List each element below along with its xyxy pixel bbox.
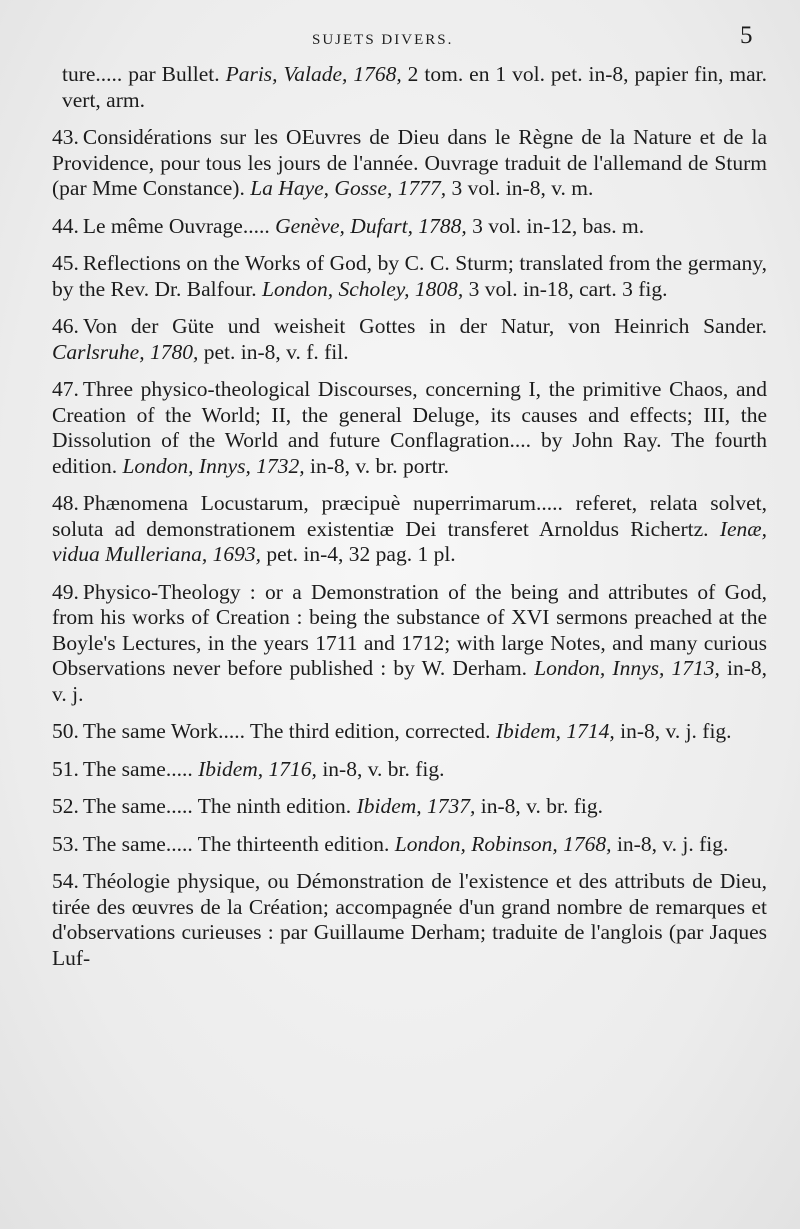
entry-details: in-8, v. br. portr. — [304, 453, 449, 478]
entry-details: 3 vol. in-18, cart. 3 fig. — [463, 276, 668, 301]
entry-text: Reflections on the Works of God, by C. C. Sturm; translated from the germany, by the Rev. Dr. Balfour. — [52, 251, 767, 301]
entry-text: The same Work..... The third edition, corrected. — [82, 719, 496, 743]
entry-text: Physico-Theology : or a Demonstration of the being and attributes of God, from his works of Creation : being the substance of XVI sermons preached at the Boyle's Lectures, in the years 1711 and 1712; with large Notes, and many curious Observations never before published : by W. Derham. — [52, 579, 767, 680]
entry-number: 52. — [52, 794, 79, 818]
catalog-entry — [52, 832, 767, 858]
catalog-entry — [52, 314, 767, 365]
entry-details: 3 vol. in-8, v. m. — [446, 176, 594, 200]
entry-publisher: Ibidem, 1714, — [495, 719, 615, 743]
entry-details: in-8, v. br. fig. — [316, 756, 445, 781]
catalog-entry — [52, 757, 767, 783]
running-title: SUJETS DIVERS. — [312, 32, 454, 48]
entry-publisher: London, Robinson, 1768, — [394, 831, 612, 856]
entry-number: 45. — [52, 251, 79, 275]
page-number: 5 — [740, 22, 753, 49]
entry-publisher: Ibidem, 1716, — [198, 756, 317, 781]
entry-number: 49. — [52, 579, 79, 604]
entry-details: pet. in-4, 32 pag. 1 pl. — [261, 542, 456, 566]
entry-text: The same..... — [82, 756, 199, 781]
entry-details: in-8, v. j. fig. — [611, 831, 729, 856]
entry-text: The same..... The ninth edition. — [82, 794, 357, 818]
entry-text: Le même Ouvrage..... — [82, 213, 276, 238]
entry-number: 54. — [52, 869, 79, 893]
entry-publisher: Genève, Dufart, 1788, — [275, 213, 467, 238]
entry-details: 2 tom. en 1 vol. pet. in-8, papier fin, mar. vert, arm. — [62, 62, 768, 112]
entry-number: 50. — [52, 719, 79, 743]
entry-publisher: Ibidem, 1737, — [356, 794, 476, 818]
entry-number: 44. — [52, 213, 79, 238]
entry-details: in-8, v. j. — [52, 656, 768, 706]
entry-publisher: London, Innys, 1732, — [122, 453, 305, 478]
entry-publisher: London, Innys, 1713, — [534, 656, 720, 680]
entry-number: 51. — [52, 756, 79, 781]
page-header — [0, 22, 800, 52]
entry-number: 48. — [52, 491, 79, 515]
entry-number: 46. — [52, 314, 79, 338]
catalog-entry — [52, 491, 767, 568]
entry-publisher: London, Scholey, 1808, — [262, 276, 464, 301]
catalog-entry — [52, 719, 767, 745]
entry-text: ture..... par Bullet. — [62, 62, 226, 86]
catalog-entry — [52, 251, 767, 302]
catalog-entry — [52, 869, 767, 971]
catalog-entries — [52, 62, 767, 983]
catalog-entry — [52, 62, 767, 113]
entry-publisher: La Haye, Gosse, 1777, — [250, 176, 447, 200]
entry-number: 53. — [52, 831, 79, 856]
entry-details: in-8, v. j. fig. — [614, 719, 732, 743]
catalog-entry — [52, 794, 767, 820]
entry-text: Considérations sur les OEuvres de Dieu dans le Règne de la Nature et de la Providence, pour tous les jours de l'année. Ouvrage traduit de l'allemand de Sturm (par Mme Constance). — [52, 125, 767, 200]
entry-details: in-8, v. br. fig. — [475, 794, 603, 818]
entry-number: 43. — [52, 125, 79, 149]
catalog-entry — [52, 214, 767, 240]
entry-text: Théologie physique, ou Démonstration de l'existence et des attributs de Dieu, tirée des œuvres de la Création; accompagnée d'un grand nombre de remarques et d'observations curieuses : par Guillaume Derham; traduite de l'anglois (par Jaques Luf- — [52, 869, 767, 970]
catalog-entry — [52, 580, 767, 708]
entry-details: 3 vol. in-12, bas. m. — [466, 213, 645, 238]
entry-publisher: Ienæ, vidua Mulleriana, 1693, — [52, 516, 767, 566]
entry-number: 47. — [52, 377, 79, 401]
entry-text: Three physico-theological Discourses, concerning I, the primitive Chaos, and Creation of the World; II, the general Deluge, its causes and effects; III, the Dissolution of the World and future Conflagration.... by John Ray. The fourth edition. — [52, 377, 767, 478]
entry-publisher: Carlsruhe, 1780, — [52, 339, 199, 364]
catalog-entry — [52, 125, 767, 202]
entry-publisher: Paris, Valade, 1768, — [225, 62, 402, 86]
entry-details: pet. in-8, v. f. fil. — [198, 339, 349, 364]
catalog-entry — [52, 377, 767, 479]
entry-text: Von der Güte und weisheit Gottes in der Natur, von Heinrich Sander. — [82, 314, 767, 338]
entry-text: Phænomena Locustarum, præcipuè nuperrimarum..... referet, relata solvet, soluta ad demonstrationem existentiæ Dei transferet Arnoldus Richertz. — [52, 491, 767, 541]
entry-text: The same..... The thirteenth edition. — [82, 831, 395, 856]
